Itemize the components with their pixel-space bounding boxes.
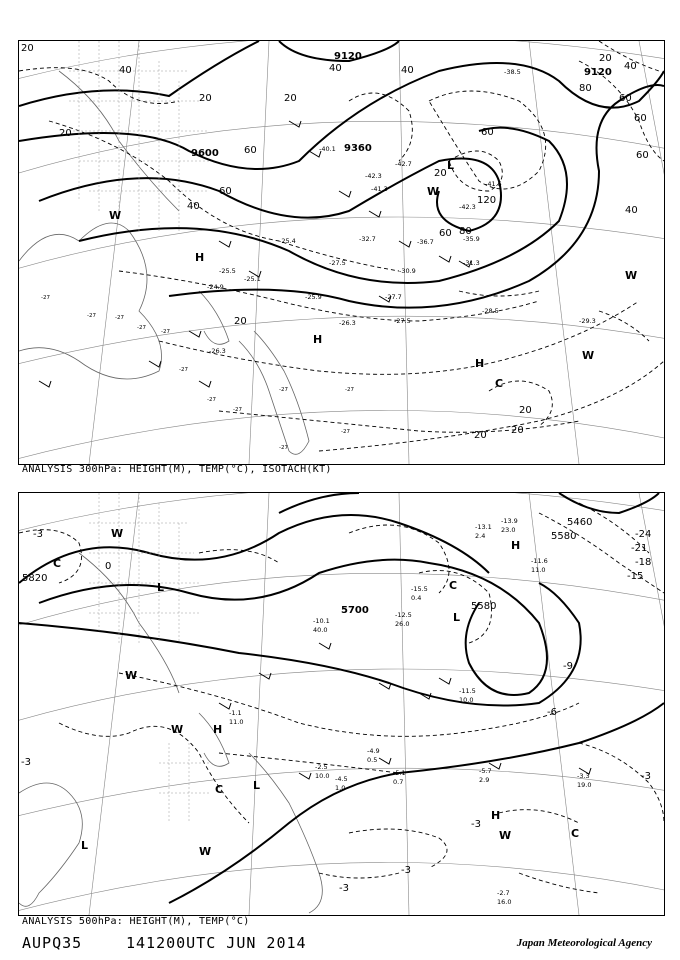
svg-text:-27: -27 xyxy=(87,313,96,319)
center-marker: W xyxy=(125,669,138,682)
valid-time: 141200UTC JUN 2014 xyxy=(126,934,307,952)
station-label: -3.3 xyxy=(577,772,590,780)
map-500hpa-svg xyxy=(19,493,664,915)
isotach-label: 120 xyxy=(477,195,497,206)
center-marker: W xyxy=(111,527,124,540)
height-label: 5700 xyxy=(341,605,369,616)
isotach-label: 20 xyxy=(519,405,532,416)
temp-label: -32.7 xyxy=(359,235,376,243)
isotach-label: 80 xyxy=(579,83,592,94)
agency-name: Japan Meteorological Agency xyxy=(516,937,652,949)
center-marker: H xyxy=(511,539,521,552)
temp-label: -30.9 xyxy=(399,267,416,275)
temp-contour-label: -3 xyxy=(339,883,349,894)
isotach-label: 20 xyxy=(511,425,524,436)
station-label: -13.9 xyxy=(501,517,518,525)
temp-contour-label: -3 xyxy=(641,771,651,782)
dashed-contours-500 xyxy=(19,503,664,893)
isotach-label: 20 xyxy=(474,430,487,441)
temp-label: -42.3 xyxy=(365,172,382,180)
temp-contour-label: -21 xyxy=(631,543,648,554)
temp-contour-label: -6 xyxy=(547,707,557,718)
temp-contour-label: -24 xyxy=(635,529,652,540)
center-marker: L xyxy=(253,779,261,792)
station-labels-500 xyxy=(229,517,591,906)
temp-contour-label: -18 xyxy=(635,557,652,568)
station-label: -1.1 xyxy=(229,709,242,717)
temp-label: -27.7 xyxy=(385,293,402,301)
center-marker: W xyxy=(109,209,122,222)
temp-label: -35.9 xyxy=(463,235,480,243)
svg-text:-27: -27 xyxy=(207,397,216,403)
pressure-centers-300 xyxy=(109,159,637,390)
graticule-500 xyxy=(19,493,664,915)
map-panel-500hpa xyxy=(18,492,665,916)
center-marker: H xyxy=(475,357,485,370)
isotach-label: 20 xyxy=(199,93,212,104)
isotach-label: 40 xyxy=(625,205,638,216)
center-marker: L xyxy=(453,611,461,624)
isotach-label: 20 xyxy=(599,53,612,64)
center-marker: L xyxy=(447,159,455,172)
center-marker: H xyxy=(313,333,323,346)
station-label: 10.0 xyxy=(459,696,474,704)
height-label: 9120 xyxy=(334,51,362,62)
station-label: 0.4 xyxy=(411,594,422,602)
height-label: 5460 xyxy=(567,517,593,528)
isotach-label: 20 xyxy=(21,43,34,54)
center-marker: W xyxy=(499,829,512,842)
center-marker: L xyxy=(157,581,165,594)
temp-label: -42.7 xyxy=(395,160,412,168)
temp-label: -31.3 xyxy=(463,259,480,267)
isotach-label: 60 xyxy=(481,127,494,138)
station-label: -15.5 xyxy=(411,585,428,593)
height-label: 9120 xyxy=(584,67,612,78)
center-marker: W xyxy=(171,723,184,736)
isotach-label: 60 xyxy=(619,93,632,104)
temp-contour-label: -3 xyxy=(21,757,31,768)
station-label: 19.0 xyxy=(577,781,592,789)
center-marker: C xyxy=(215,783,224,796)
temp-label: -25.5 xyxy=(219,267,236,275)
temp-label: -26.3 xyxy=(339,319,356,327)
station-label: -13.1 xyxy=(475,523,492,531)
height-contours-500 xyxy=(19,493,664,903)
svg-text:-27: -27 xyxy=(341,429,350,435)
station-label: 1.0 xyxy=(335,784,346,792)
temp-label: -41.5 xyxy=(485,180,502,188)
station-label: -12.5 xyxy=(395,611,412,619)
station-label: -2.5 xyxy=(315,763,328,771)
isotach-label: 80 xyxy=(459,226,472,237)
center-marker: W xyxy=(582,349,595,362)
temp-label: -27.5 xyxy=(329,259,346,267)
temp-contour-label: -9 xyxy=(563,661,573,672)
temp-label: -27.5 xyxy=(394,317,411,325)
station-label: -5.1 xyxy=(393,769,406,777)
station-label: -5.7 xyxy=(479,767,492,775)
station-label: 23.0 xyxy=(501,526,516,534)
svg-text:-27: -27 xyxy=(179,367,188,373)
station-label: -4.5 xyxy=(335,775,348,783)
height-label: 5580 xyxy=(471,601,497,612)
temp-contour-label: -3 xyxy=(33,529,43,540)
caption-300hpa: ANALYSIS 300hPa: HEIGHT(M), TEMP(°C), ISOTACH(KT) xyxy=(22,464,332,475)
temp-label: -29.3 xyxy=(579,317,596,325)
hatch-500 xyxy=(89,493,209,823)
temp-label: -38.5 xyxy=(504,68,521,76)
station-label: 16.0 xyxy=(497,898,512,906)
station-numbers-300 xyxy=(41,295,354,451)
svg-text:-27: -27 xyxy=(115,315,124,321)
height-contours-300 xyxy=(19,41,664,308)
station-label: -4.9 xyxy=(367,747,380,755)
center-marker: H xyxy=(213,723,223,736)
station-label: -2.7 xyxy=(497,889,510,897)
isotach-label: 60 xyxy=(636,150,649,161)
center-marker: C xyxy=(449,579,458,592)
dashed-contours-300 xyxy=(19,41,664,451)
svg-text:-27: -27 xyxy=(279,445,288,451)
temp-label: -25.9 xyxy=(305,293,322,301)
temp-contour-label: -15 xyxy=(627,571,644,582)
caption-500hpa: ANALYSIS 500hPa: HEIGHT(M), TEMP(°C) xyxy=(22,916,250,927)
center-marker: H xyxy=(195,251,205,264)
temp-label: -36.7 xyxy=(417,238,434,246)
height-label: 5580 xyxy=(551,531,577,542)
svg-text:-27: -27 xyxy=(233,407,242,413)
height-label: 5820 xyxy=(22,573,48,584)
temp-contour-label: 0 xyxy=(105,561,112,572)
temp-contour-label: -3 xyxy=(401,865,411,876)
center-marker: C xyxy=(495,377,504,390)
station-label: 2.4 xyxy=(475,532,486,540)
station-label: -10.1 xyxy=(313,617,330,625)
svg-text:-27: -27 xyxy=(41,295,50,301)
station-label: 10.0 xyxy=(315,772,330,780)
center-marker: C xyxy=(571,827,580,840)
station-label: -11.5 xyxy=(459,687,476,695)
isotach-label: 40 xyxy=(401,65,414,76)
isotach-label: 40 xyxy=(329,63,342,74)
temp-label: -41.3 xyxy=(371,185,388,193)
isotach-label: 20 xyxy=(59,128,72,139)
center-marker: W xyxy=(199,845,212,858)
temp-label: -42.3 xyxy=(459,203,476,211)
station-label: 40.0 xyxy=(313,626,328,634)
isotach-label: 20 xyxy=(284,93,297,104)
isotach-label: 40 xyxy=(187,201,200,212)
center-marker: L xyxy=(81,839,89,852)
station-label: 0.5 xyxy=(367,756,378,764)
center-marker: H xyxy=(491,809,501,822)
temp-label: -28.5 xyxy=(482,307,499,315)
center-marker: C xyxy=(53,557,62,570)
map-300hpa-svg xyxy=(19,41,664,464)
temp-label: -40.1 xyxy=(319,145,336,153)
isotach-label: 60 xyxy=(439,228,452,239)
station-label: 0.7 xyxy=(393,778,404,786)
temp-label: -26.3 xyxy=(209,347,226,355)
temp-label: -25.1 xyxy=(244,275,261,283)
center-marker: W xyxy=(625,269,638,282)
isotach-label: 20 xyxy=(234,316,247,327)
svg-text:-27: -27 xyxy=(137,325,146,331)
map-panel-300hpa xyxy=(18,40,665,465)
chart-footer xyxy=(22,934,652,954)
product-code: AUPQ35 xyxy=(22,934,83,952)
svg-text:-27: -27 xyxy=(345,387,354,393)
isotach-label: 60 xyxy=(244,145,257,156)
isotach-label: 20 xyxy=(434,168,447,179)
isotach-label: 40 xyxy=(624,61,637,72)
station-label: -11.6 xyxy=(531,557,548,565)
temp-label: -24.9 xyxy=(207,283,224,291)
height-label: 9600 xyxy=(191,148,219,159)
center-marker: W xyxy=(427,185,440,198)
temp-contour-label: -3 xyxy=(471,819,481,830)
isotach-label: 60 xyxy=(219,186,232,197)
temp-label: -25.4 xyxy=(279,237,296,245)
station-label: 11.0 xyxy=(531,566,546,574)
svg-text:-27: -27 xyxy=(279,387,288,393)
isotach-label: 60 xyxy=(634,113,647,124)
isotach-label: 40 xyxy=(119,65,132,76)
svg-text:-27: -27 xyxy=(161,329,170,335)
height-label: 9360 xyxy=(344,143,372,154)
station-label: 11.0 xyxy=(229,718,244,726)
station-label: 26.0 xyxy=(395,620,410,628)
station-label: 2.9 xyxy=(479,776,490,784)
